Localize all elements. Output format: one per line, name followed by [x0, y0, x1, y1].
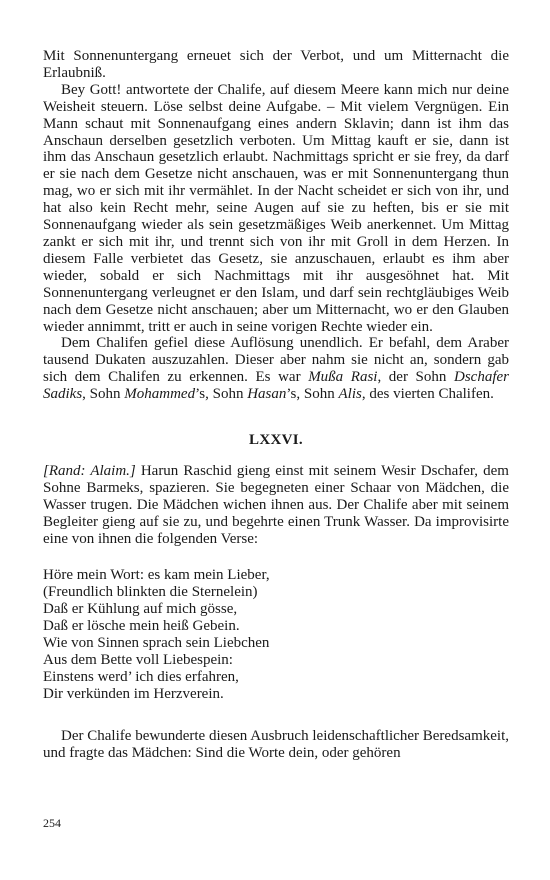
name-hasan: Hasan — [247, 386, 287, 403]
paragraph-3-text: Dem Chalifen gefiel diese Auflösung unendlich. Er befahl, dem Araber tausend Dukaten auszuzahlen. Dieser aber nahm sie nicht an, sondern gab sich dem Chalifen zu erkennen. Es war — [43, 335, 509, 386]
verse-line: Dir verkünden im Herzverein. — [43, 685, 224, 702]
paragraph-4-text: Harun Raschid gieng einst mit seinem Wesir Dschafer, dem Sohne Barmeks, spazieren. Sie begegneten einer Schaar von Mädchen, die Wasser trugen. Die Mädchen wichen ihnen aus. Der Chalife aber mit seinem Begleiter gieng auf sie zu, und begehrte einen Trunk Wasser. Da improvisirte eine von ihnen die folgenden Verse: — [43, 462, 509, 547]
verse-line: Wie von Sinnen sprach sein Liebchen — [43, 635, 270, 652]
paragraph-3-text: ’s, Sohn — [195, 386, 248, 403]
name-mussa-rasi: Mußa Rasi — [308, 369, 378, 386]
paragraph-3 — [43, 335, 509, 403]
paragraph-5: Der Chalife bewunderte diesen Ausbruch leidenschaftlicher Beredsamkeit, und fragte das Mädchen: Sind die Worte dein, oder gehören — [43, 727, 509, 761]
book-page — [43, 48, 509, 762]
verse-line: Daß er Kühlung auf mich gösse, — [43, 601, 238, 618]
verse-line: Aus dem Bette voll Liebespein: — [43, 652, 233, 668]
verse-block — [43, 567, 509, 702]
name-mohammed: Mohammed — [124, 386, 196, 403]
verse-line: (Freundlich blinkten die Sternelein) — [43, 584, 258, 601]
verse-line: Höre mein Wort: es kam mein Lieber, — [43, 567, 270, 584]
verse-line: Daß er lösche mein heiß Gebein. — [43, 618, 240, 635]
page-number: 254 — [43, 816, 61, 830]
paragraph-4 — [43, 463, 509, 548]
paragraph-3-text: , des vierten Chalifen. — [361, 386, 494, 403]
paragraph-1: Mit Sonnenuntergang erneuet sich der Verbot, und um Mitternacht die Erlaubniß. — [43, 48, 509, 81]
paragraph-3-text: ’s, Sohn — [286, 386, 339, 403]
paragraph-3-text: , der Sohn — [377, 369, 454, 386]
paragraph-2: Bey Gott! antwortete der Chalife, auf diesem Meere kann mich nur deine Weisheit steuern. Löse selbst deine Aufgabe. – Mit vielem Vergnügen. Ein Mann schaut mit Sonnenaufgang eines andern Sklavin; dann ist ihm das Anschaun derselben gesetzlich verboten. Um Mittag kauft er sie, dann ist ihm das Anschaun gesetzlich erlaubt. Nachmittags spricht er sie frey, da darf er sie nach dem Gesetze nicht anschauen, was er mit Sonnenuntergang thun mag, wo er sich mit ihr vermählet. In der Nacht scheidet er sich von ihr, und hat also kein Recht mehr, seine Augen auf sie zu heften, bis er sie mit Sonnenaufgang wieder als sein gesetzmäßiges Weib anerkennet. Um Mittag zankt er sich mit ihr, und trennt sich von ihr mit Groll in dem Herzen. In diesem Falle verbietet das Gesetz, sie anzuschauen, erlaubt es ihm aber wieder, sobald er sich Nachmittags mit ihr ausgesöhnet hat. Mit Sonnenuntergang verleugnet er den Islam, und darf sein rechtgläubiges Weib nach dem Gesetze nicht anschauen; aber um Mitternacht, wo er den Glauben wieder annimmt, tritt er auch in seine vorigen Rechte wieder ein. — [43, 81, 509, 335]
name-dschafer-sadiks: Dschafer Sadiks — [43, 369, 509, 403]
paragraph-3-text: , Sohn — [82, 386, 125, 403]
verse-line: Einstens werd’ ich dies erfahren, — [43, 668, 239, 685]
margin-note: [Rand: Alaim.] — [43, 462, 136, 479]
chapter-heading: LXXVI. — [249, 432, 303, 449]
name-alis: Alis — [338, 386, 362, 403]
